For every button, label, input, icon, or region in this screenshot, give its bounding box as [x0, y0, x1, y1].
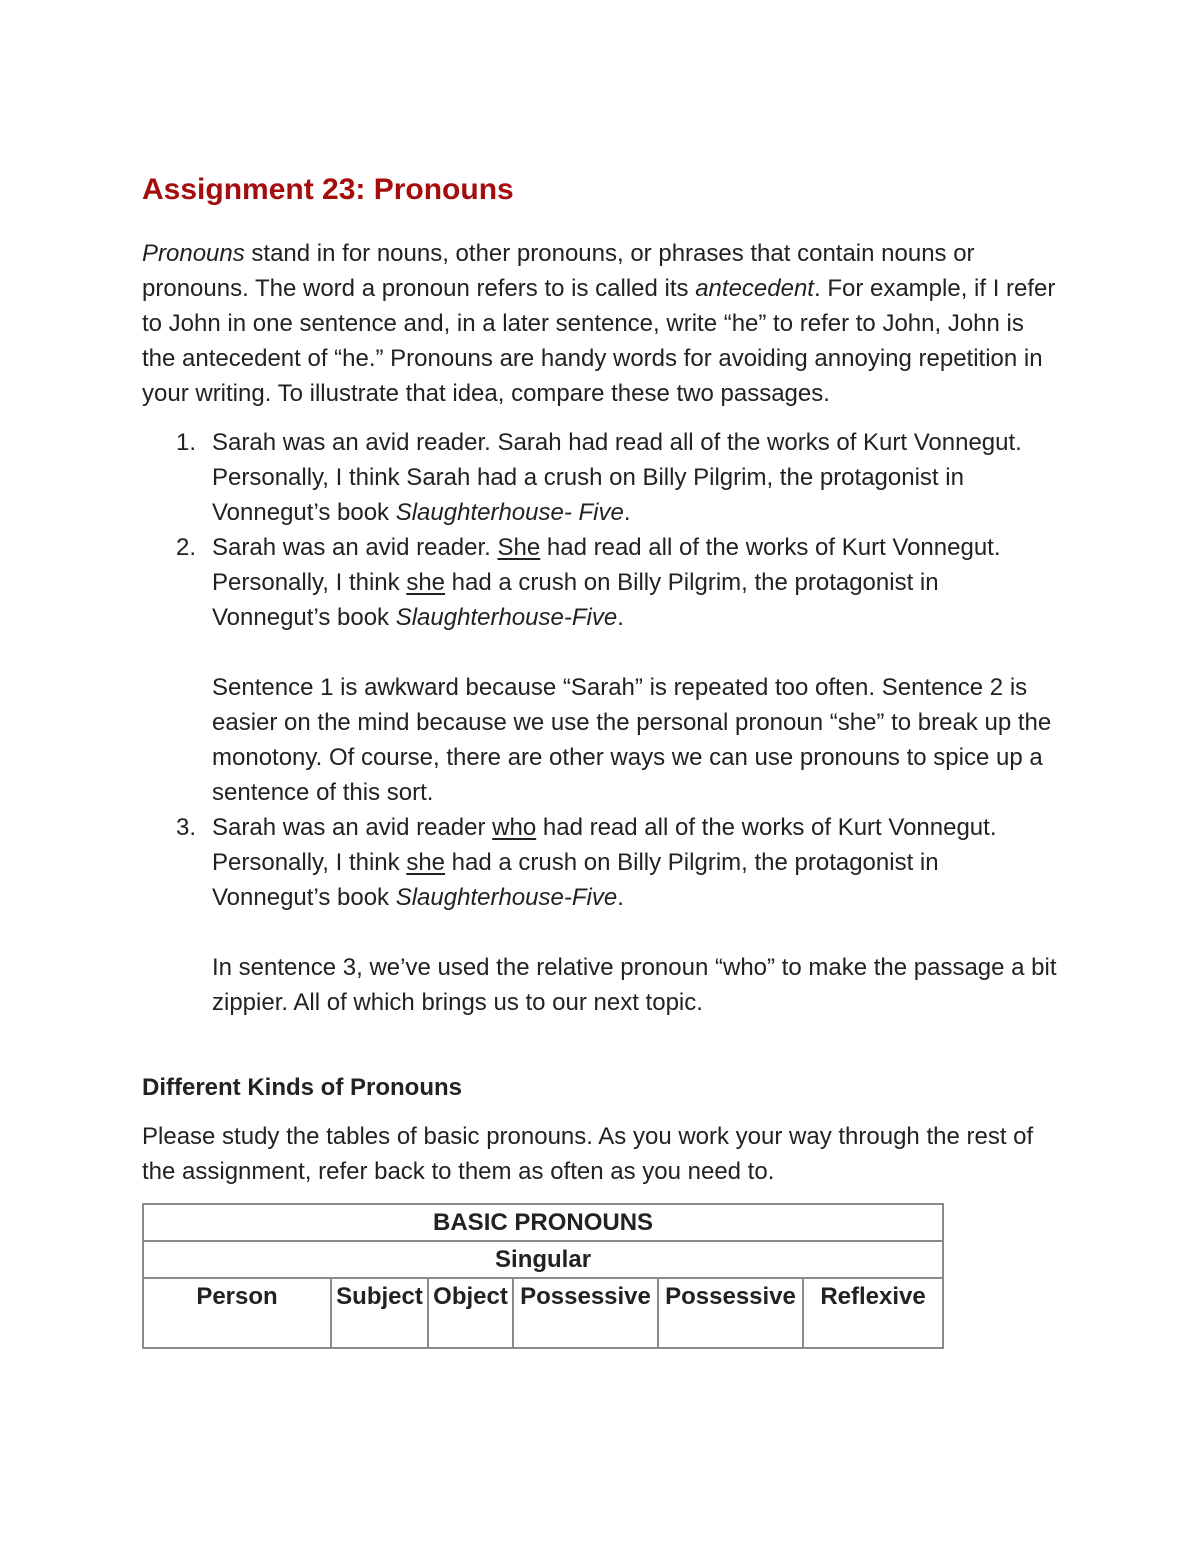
example-text: had read all of the works of Kurt Vonnegut. Personally, I think	[212, 814, 997, 876]
page-title: Assignment 23: Pronouns	[142, 173, 514, 206]
term-antecedent: antecedent	[695, 275, 814, 302]
list-item	[142, 530, 1062, 810]
list-item	[142, 425, 1062, 530]
example-end: .	[623, 499, 631, 526]
book-title: Slaughterhouse- Five	[395, 499, 624, 526]
table-header-row	[143, 1278, 943, 1348]
section-heading: Different Kinds of Pronouns	[142, 1074, 462, 1101]
table-title-row	[143, 1204, 943, 1241]
example-text: Sarah was an avid reader	[212, 814, 493, 841]
example-text: had read all of the works of Kurt Vonnegut. Personally, I think	[212, 534, 1001, 596]
table-title: BASIC PRONOUNS	[143, 1204, 943, 1241]
underlined-pronoun: who	[492, 814, 537, 841]
underlined-pronoun: she	[406, 569, 446, 596]
example-note: In sentence 3, we’ve used the relative pronoun “who” to make the passage a bit zippier. All of which brings us to our next topic.	[212, 954, 1057, 1016]
book-title: Slaughterhouse-Five	[395, 604, 618, 631]
list-number: 3.	[176, 814, 197, 841]
intro-text-2: . For example, if I refer to John in one sentence and, in a later sentence, write “he” to refer to John, John is the antecedent of “he.” Pronouns are handy words for avoiding annoying repetition in your writing. To illustrate that idea, compare these two passages.	[142, 275, 1056, 407]
underlined-pronoun: she	[406, 849, 446, 876]
underlined-pronoun: She	[497, 534, 541, 561]
term-pronouns: Pronouns	[142, 240, 245, 267]
table-subtitle: Singular	[143, 1241, 943, 1278]
list-number: 1.	[176, 429, 197, 456]
intro-paragraph	[142, 236, 1062, 411]
list-number: 2.	[176, 534, 197, 561]
column-header: Person	[143, 1278, 331, 1348]
intro-text-1: stand in for nouns, other pronouns, or phrases that contain nouns or pronouns. The word a pronoun refers to is called its	[142, 240, 975, 302]
table-subtitle-row	[143, 1241, 943, 1278]
column-header: Object	[428, 1278, 513, 1348]
list-item	[142, 810, 1062, 1020]
example-note: Sentence 1 is awkward because “Sarah” is repeated too often. Sentence 2 is easier on the mind because we use the personal pronoun “she” to break up the monotony. Of course, there are other ways we can use pronouns to spice up a sentence of this sort.	[212, 674, 1052, 806]
example-text: had a crush on Billy Pilgrim, the protagonist in Vonnegut’s book	[212, 849, 939, 911]
book-title: Slaughterhouse-Five	[395, 884, 618, 911]
example-end: .	[617, 604, 624, 631]
examples-list	[142, 425, 1062, 1020]
example-end: .	[617, 884, 624, 911]
column-header: Subject	[331, 1278, 428, 1348]
document-page	[142, 168, 1062, 1349]
example-text: Sarah was an avid reader.	[212, 534, 498, 561]
column-header: Possessive	[658, 1278, 803, 1348]
pronouns-table	[142, 1203, 944, 1349]
section-paragraph: Please study the tables of basic pronouns. As you work your way through the rest of the assignment, refer back to them as often as you need to.	[142, 1123, 1034, 1185]
column-header: Reflexive	[803, 1278, 943, 1348]
column-header: Possessive	[513, 1278, 658, 1348]
example-text: Sarah was an avid reader. Sarah had read all of the works of Kurt Vonnegut. Personally, I think Sarah had a crush on Billy Pilgrim, the protagonist in Vonnegut’s book	[212, 429, 1022, 526]
example-text: had a crush on Billy Pilgrim, the protagonist in Vonnegut’s book	[212, 569, 939, 631]
